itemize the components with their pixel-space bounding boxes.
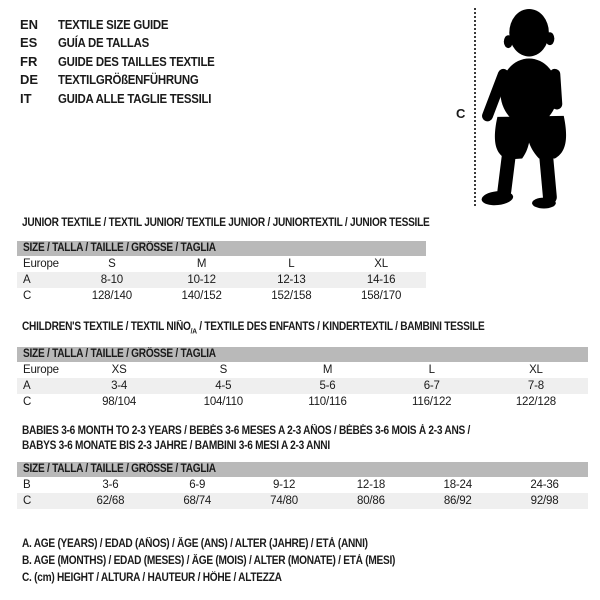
- table-heading: [22, 320, 588, 335]
- value-cell: 12-13: [277, 274, 306, 286]
- value-cell: L: [288, 258, 295, 270]
- size-table: [17, 462, 588, 509]
- table-heading: [22, 216, 430, 231]
- value-cell: 128/140: [91, 290, 132, 302]
- value-cell: 110/116: [308, 396, 347, 408]
- language-row: [20, 34, 236, 53]
- value-cell: 4-5: [215, 380, 232, 392]
- value-cell: 12-18: [356, 479, 386, 491]
- value-cell: 68/74: [183, 495, 212, 507]
- table-row: [17, 272, 426, 288]
- value-cell: XS: [111, 364, 127, 376]
- value-cell: 158/170: [361, 290, 402, 302]
- table-row: [17, 394, 588, 410]
- legend-text: C. (cm) HEIGHT / ALTURA / HAUTEUR / HÖHE / ALTEZZA: [22, 572, 282, 585]
- height-measure-line: [474, 8, 476, 206]
- row-label-cell: A: [23, 380, 31, 392]
- legend: [22, 536, 446, 588]
- row-label-cell: B: [23, 479, 31, 491]
- language-code: DE: [20, 72, 39, 88]
- value-cell: XL: [529, 364, 543, 376]
- legend-line: [22, 570, 446, 587]
- language-title: TEXTILGRÖßENFÜHRUNG: [58, 72, 199, 88]
- value-cell: 116/122: [412, 396, 452, 408]
- table-heading: [22, 424, 588, 439]
- size-table-section: [17, 320, 588, 410]
- table-heading-segment: BABIES 3-6 MONTH TO 2-3 YEARS / BEBÉS 3-6 MESES A 2-3 AÑOS / BÉBÉS 3-6 MOIS À 2-3 ANS /: [22, 425, 471, 437]
- table-row: [17, 362, 588, 378]
- value-cell: 104/110: [203, 396, 243, 408]
- legend-text: B. AGE (MONTHS) / EDAD (MESES) / ÂGE (MOIS) / ALTER (MONATE) / ETÀ (MESI): [22, 555, 396, 568]
- language-row: [20, 89, 236, 108]
- size-table: [17, 241, 426, 304]
- value-cell: 74/80: [270, 495, 298, 507]
- value-cell: 6-7: [423, 380, 440, 392]
- size-table-section: [17, 216, 430, 304]
- row-label-cell: C: [23, 396, 32, 408]
- legend-text: A. AGE (YEARS) / EDAD (AÑOS) / ÂGE (ANS) / ALTER (JAHRE) / ETÀ (ANNI): [22, 538, 368, 550]
- baby-silhouette-icon: [478, 3, 598, 211]
- language-title-list: [20, 15, 236, 108]
- value-cell: 86/92: [443, 495, 472, 507]
- size-header-text: SIZE / TALLA / TAILLE / GRÖSSE / TAGLIA: [23, 242, 216, 254]
- value-cell: 140/152: [181, 290, 222, 302]
- language-title: GUÍA DE TALLAS: [58, 35, 149, 51]
- value-cell: 92/98: [530, 495, 559, 507]
- language-code: FR: [20, 53, 38, 69]
- table-heading-segment: JUNIOR TEXTILE / TEXTIL JUNIOR/ TEXTILE JUNIOR / JUNIORTEXTIL / JUNIOR TESSILE: [22, 217, 430, 229]
- size-header-text: SIZE / TALLA / TAILLE / GRÖSSE / TAGLIA: [23, 348, 216, 360]
- value-cell: 14-16: [366, 274, 396, 286]
- value-cell: 7-8: [527, 380, 544, 392]
- language-code: ES: [20, 35, 38, 51]
- value-cell: S: [219, 364, 228, 376]
- value-cell: 24-36: [530, 479, 559, 491]
- value-cell: 80/86: [357, 495, 385, 507]
- table-heading-segment: / TEXTILE DES ENFANTS / KINDERTEXTIL / BAMBINI TESSILE: [196, 321, 485, 333]
- value-cell: 122/128: [515, 396, 556, 408]
- value-cell: 8-10: [100, 274, 123, 286]
- legend-line: [22, 536, 446, 553]
- size-header-text: SIZE / TALLA / TAILLE / GRÖSSE / TAGLIA: [23, 463, 216, 475]
- table-row: [17, 288, 426, 304]
- table-heading-segment: CHILDREN'S TEXTILE / TEXTIL NIÑO: [22, 321, 191, 333]
- legend-line: [22, 553, 446, 570]
- table-row: [17, 477, 588, 493]
- height-measure-label: C: [456, 106, 466, 121]
- table-row: [17, 256, 426, 272]
- size-header-bar: [17, 462, 588, 477]
- row-label-cell: C: [23, 495, 32, 507]
- table-row: [17, 493, 588, 509]
- table-heading-text: [22, 424, 470, 439]
- row-label-cell: A: [23, 274, 31, 286]
- language-row: [20, 52, 236, 71]
- language-row: [20, 15, 236, 34]
- size-header-bar: [17, 241, 426, 256]
- table-heading-text: [22, 320, 485, 338]
- table-heading-text: [22, 216, 430, 231]
- language-code: IT: [20, 90, 32, 106]
- value-cell: 5-6: [319, 380, 336, 392]
- table-heading-segment: BABYS 3-6 MONATE BIS 2-3 JAHRE / BAMBINI 3-6 MESI A 2-3 ANNI: [22, 440, 330, 452]
- table-row: [17, 378, 588, 394]
- value-cell: 6-9: [189, 479, 206, 491]
- value-cell: M: [196, 258, 207, 270]
- size-table-section: [17, 424, 588, 509]
- value-cell: L: [428, 364, 435, 376]
- value-cell: M: [322, 364, 333, 376]
- row-label-cell: Europe: [23, 364, 59, 376]
- value-cell: XL: [374, 258, 388, 270]
- table-heading-segment: /A: [190, 326, 197, 336]
- row-label-cell: Europe: [23, 258, 59, 270]
- value-cell: 3-4: [111, 380, 128, 392]
- row-label-cell: C: [23, 290, 32, 302]
- value-cell: S: [108, 258, 116, 270]
- table-heading: [22, 439, 588, 454]
- value-cell: 62/68: [96, 495, 125, 507]
- value-cell: 98/104: [102, 396, 137, 408]
- value-cell: 10-12: [187, 274, 216, 286]
- language-title: GUIDE DES TAILLES TEXTILE: [58, 53, 215, 69]
- value-cell: 3-6: [102, 479, 119, 491]
- language-title: GUIDA ALLE TAGLIE TESSILI: [58, 90, 212, 106]
- value-cell: 9-12: [272, 479, 296, 491]
- language-row: [20, 71, 236, 90]
- language-title: TEXTILE SIZE GUIDE: [58, 16, 169, 32]
- value-cell: 18-24: [443, 479, 472, 491]
- language-code: EN: [20, 16, 39, 32]
- size-table: [17, 347, 588, 410]
- size-header-bar: [17, 347, 588, 362]
- table-heading-text: [22, 439, 330, 454]
- value-cell: 152/158: [271, 290, 312, 302]
